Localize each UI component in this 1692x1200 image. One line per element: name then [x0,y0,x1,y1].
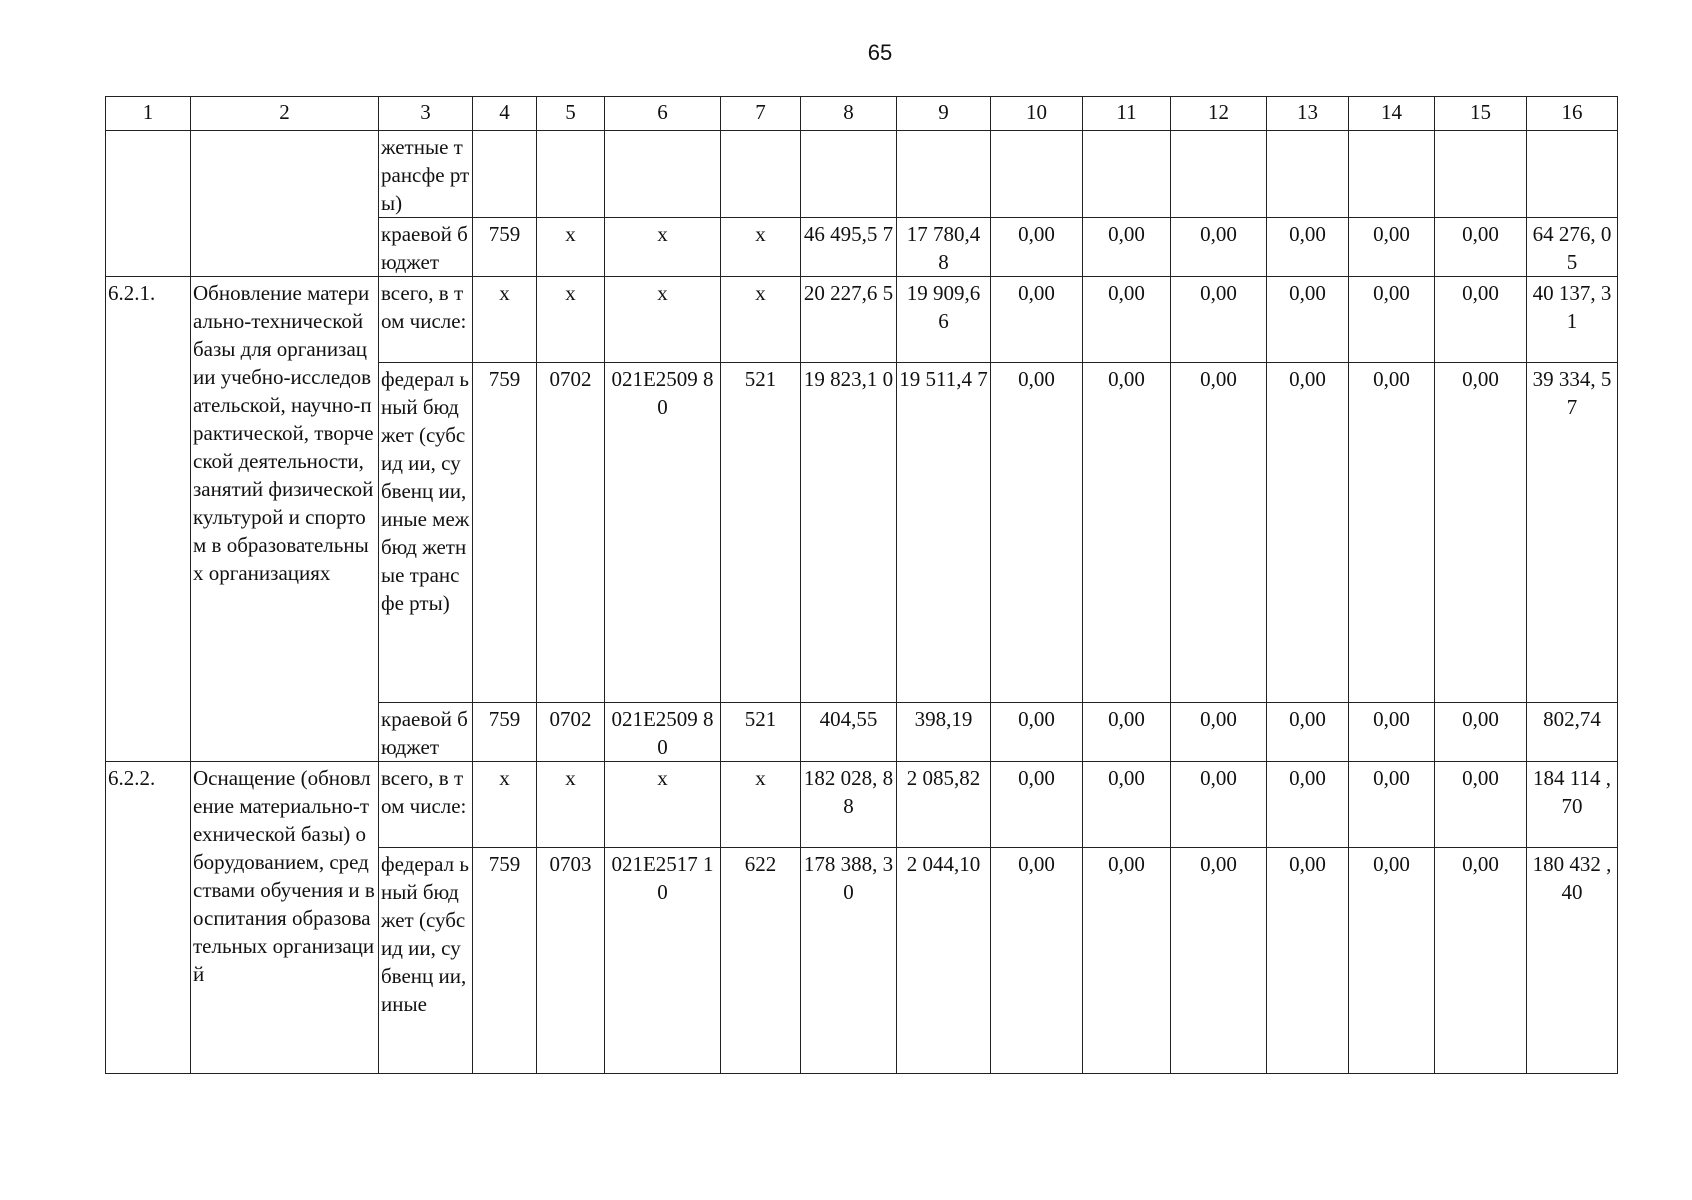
value-cell: 0,00 [1349,218,1435,277]
value-cell: 2 044,10 [897,848,991,1074]
header-cell: 9 [897,97,991,131]
value-cell: 19 909,6 6 [897,277,991,363]
value-cell: 0,00 [1083,218,1171,277]
value-cell: 0,00 [1435,848,1527,1074]
row-number-cell: 6.2.1. [106,277,191,762]
header-cell: 16 [1527,97,1618,131]
value-cell: 178 388, 30 [801,848,897,1074]
value-cell [605,131,721,218]
header-cell: 6 [605,97,721,131]
value-cell: 0,00 [1349,848,1435,1074]
value-cell: 0703 [537,848,605,1074]
value-cell: 0,00 [1435,277,1527,363]
row-number-cell [106,131,191,277]
funding-source-cell: федерал ьный бюджет (субсид ии, субвенц ии, иные [379,848,473,1074]
value-cell: 759 [473,218,537,277]
value-cell [1435,131,1527,218]
header-cell: 4 [473,97,537,131]
value-cell: 19 823,1 0 [801,363,897,703]
value-cell: 759 [473,363,537,703]
value-cell: 0,00 [991,218,1083,277]
value-cell: 0,00 [1267,703,1349,762]
value-cell: 0,00 [1171,848,1267,1074]
activity-name-cell: Оснащение (обновление материально-технической базы) оборудованием, средствами обучения и воспитания образовательных организаций [191,762,379,1074]
value-cell: 0702 [537,703,605,762]
value-cell: x [473,277,537,363]
value-cell: 021E2509 80 [605,703,721,762]
value-cell: 0,00 [1083,363,1171,703]
value-cell: x [721,218,801,277]
value-cell: x [473,762,537,848]
header-cell: 15 [1435,97,1527,131]
value-cell: 759 [473,703,537,762]
value-cell: 021E2517 10 [605,848,721,1074]
value-cell: 0,00 [1435,762,1527,848]
value-cell: 0,00 [1267,848,1349,1074]
value-cell: 622 [721,848,801,1074]
activity-name-cell [191,131,379,277]
funding-source-cell: краевой бюджет [379,218,473,277]
value-cell: 404,55 [801,703,897,762]
value-cell: 2 085,82 [897,762,991,848]
header-cell: 13 [1267,97,1349,131]
value-cell [537,131,605,218]
budget-table [105,96,1618,1074]
value-cell: 0,00 [1267,363,1349,703]
value-cell: 182 028, 88 [801,762,897,848]
value-cell: 40 137, 31 [1527,277,1618,363]
value-cell: 0,00 [1435,218,1527,277]
value-cell: 521 [721,703,801,762]
header-cell: 1 [106,97,191,131]
value-cell: x [537,277,605,363]
funding-source-cell: жетные трансфе рты) [379,131,473,218]
header-cell: 2 [191,97,379,131]
value-cell: 184 114 ,70 [1527,762,1618,848]
header-cell: 7 [721,97,801,131]
value-cell [1527,131,1618,218]
header-cell: 11 [1083,97,1171,131]
value-cell: 180 432 ,40 [1527,848,1618,1074]
value-cell: 0,00 [1171,703,1267,762]
value-cell: x [605,218,721,277]
funding-source-cell: краевой бюджет [379,703,473,762]
value-cell: 0,00 [1083,277,1171,363]
activity-name-cell: Обновление материально-технической базы для организации учебно-исследовательской, научно-практической, творческой деятельности, занятий физической культурой и спортом в образовательных организациях [191,277,379,762]
value-cell: 521 [721,363,801,703]
value-cell: x [721,762,801,848]
value-cell: 0702 [537,363,605,703]
value-cell: x [605,762,721,848]
header-cell: 8 [801,97,897,131]
value-cell: 0,00 [1349,703,1435,762]
value-cell: 0,00 [1349,762,1435,848]
value-cell: 0,00 [1267,277,1349,363]
header-cell: 10 [991,97,1083,131]
value-cell: 19 511,4 7 [897,363,991,703]
value-cell [1349,131,1435,218]
value-cell [721,131,801,218]
header-cell: 3 [379,97,473,131]
value-cell: 0,00 [1267,218,1349,277]
value-cell: 021E2509 80 [605,363,721,703]
value-cell [897,131,991,218]
header-cell: 14 [1349,97,1435,131]
funding-source-cell: федерал ьный бюджет (субсид ии, субвенц ии, иные межбюд жетные трансфе рты) [379,363,473,703]
value-cell: 802,74 [1527,703,1618,762]
value-cell: 46 495,5 7 [801,218,897,277]
value-cell: 64 276, 05 [1527,218,1618,277]
table-row [106,762,1618,848]
value-cell: 0,00 [1435,703,1527,762]
value-cell: 17 780,4 8 [897,218,991,277]
value-cell: 0,00 [1349,363,1435,703]
value-cell: x [537,218,605,277]
value-cell: 759 [473,848,537,1074]
funding-source-cell: всего, в том числе: [379,277,473,363]
table-row [106,277,1618,363]
value-cell: 0,00 [991,703,1083,762]
row-number-cell: 6.2.2. [106,762,191,1074]
value-cell: 0,00 [1083,762,1171,848]
table-row [106,131,1618,218]
value-cell: x [721,277,801,363]
value-cell: 0,00 [1349,277,1435,363]
value-cell [473,131,537,218]
value-cell: x [537,762,605,848]
value-cell [1083,131,1171,218]
value-cell: 0,00 [991,848,1083,1074]
value-cell: 0,00 [1083,848,1171,1074]
value-cell: 0,00 [1171,277,1267,363]
value-cell: 0,00 [1267,762,1349,848]
value-cell: 0,00 [1083,703,1171,762]
value-cell: 0,00 [1171,218,1267,277]
value-cell [991,131,1083,218]
value-cell: 0,00 [991,762,1083,848]
value-cell: 0,00 [1171,762,1267,848]
value-cell: 0,00 [991,363,1083,703]
value-cell [1171,131,1267,218]
value-cell: 0,00 [991,277,1083,363]
table-header-row [106,97,1618,131]
value-cell: 0,00 [1171,363,1267,703]
value-cell: 398,19 [897,703,991,762]
value-cell: x [605,277,721,363]
value-cell: 39 334, 57 [1527,363,1618,703]
value-cell [801,131,897,218]
value-cell [1267,131,1349,218]
page-number: 65 [867,40,893,65]
value-cell: 0,00 [1435,363,1527,703]
header-cell: 12 [1171,97,1267,131]
value-cell: 20 227,6 5 [801,277,897,363]
header-cell: 5 [537,97,605,131]
funding-source-cell: всего, в том числе: [379,762,473,848]
